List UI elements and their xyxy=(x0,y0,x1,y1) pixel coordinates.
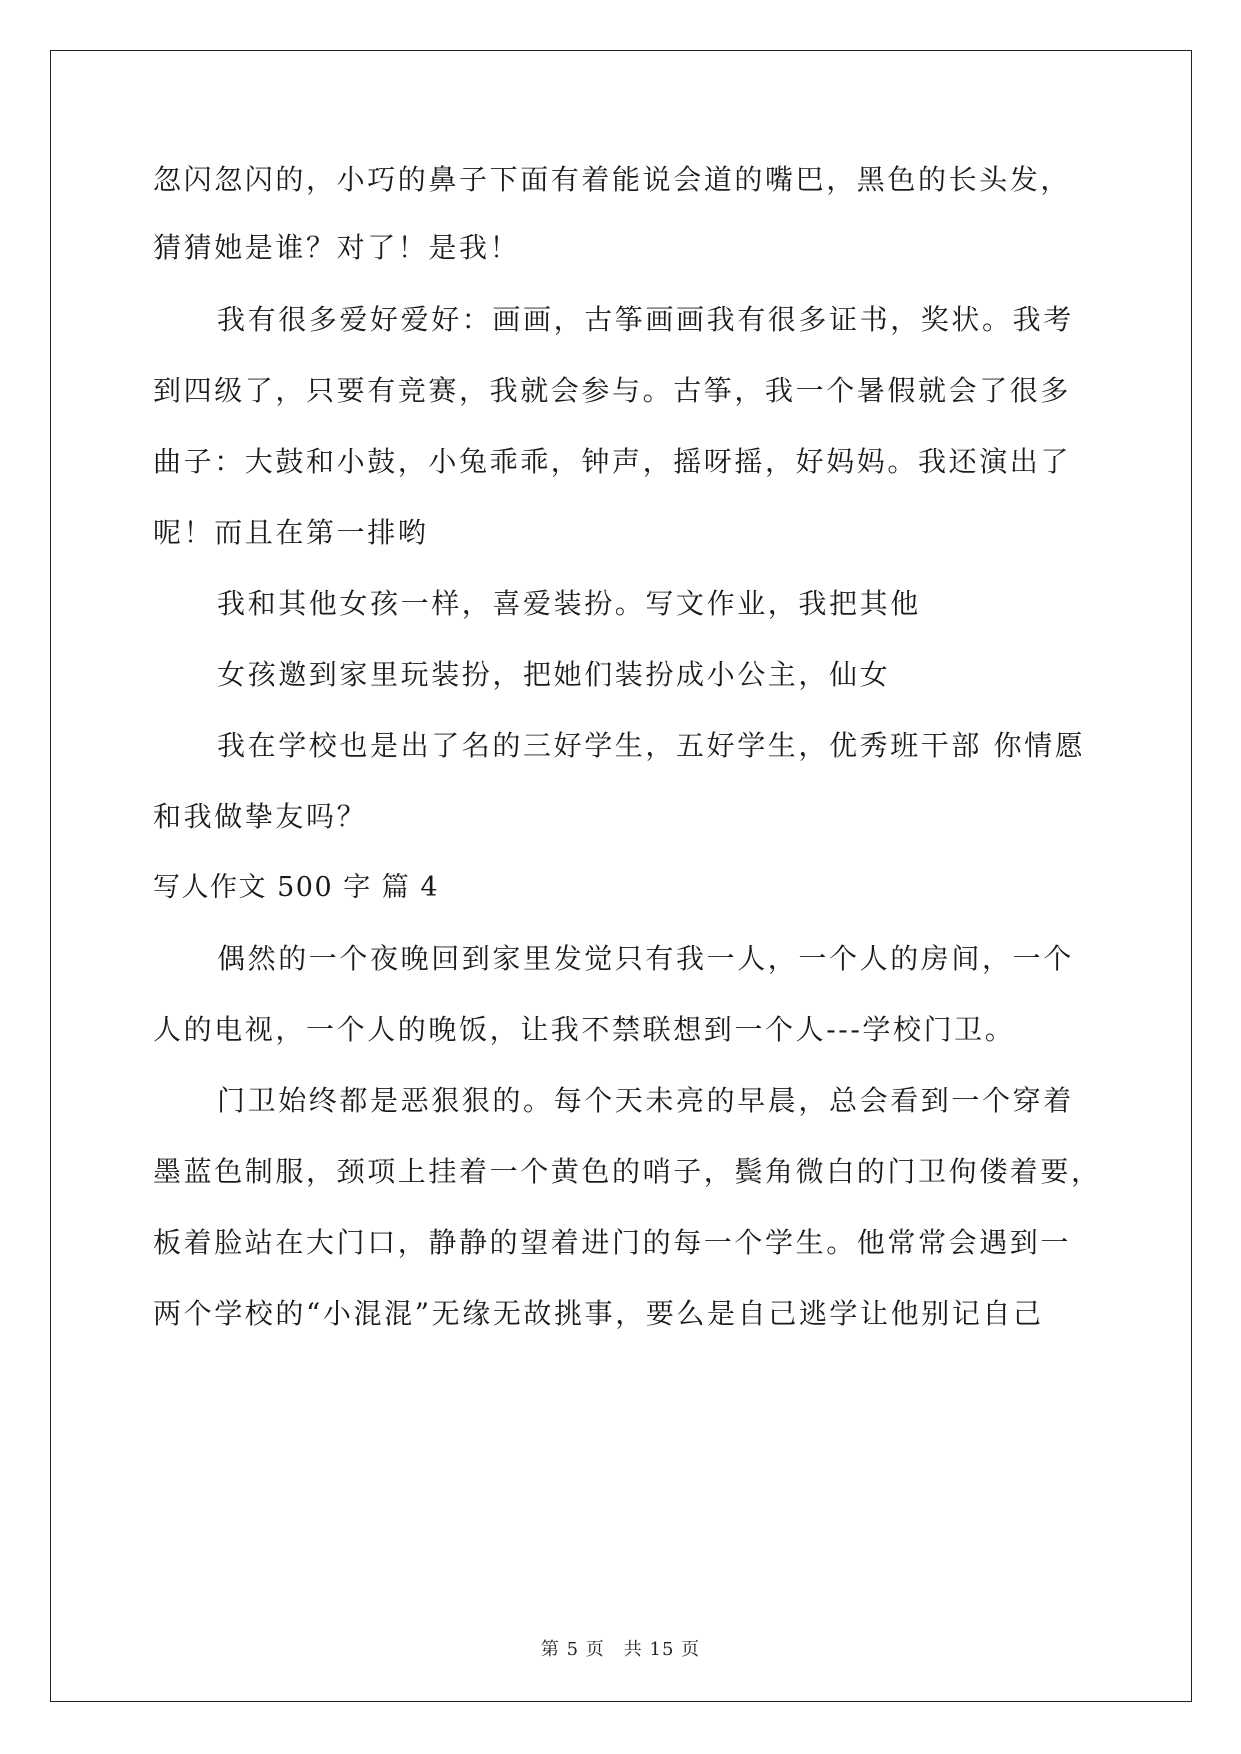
text-line: 和我做挚友吗？ xyxy=(153,800,368,833)
text-line: 女孩邀到家里玩装扮，把她们装扮成小公主，仙女 xyxy=(217,658,891,691)
text-line: 我有很多爱好爱好：画画，古筝画画我有很多证书，奖状。我考 xyxy=(217,303,1074,336)
text-line: 我和其他女孩一样，喜爱装扮。写文作业，我把其他 xyxy=(217,587,921,620)
text-line: 猜猜她是谁？对了！是我！ xyxy=(153,231,521,264)
text-line: 我在学校也是出了名的三好学生，五好学生，优秀班干部 你情愿 xyxy=(217,729,1086,762)
text-line: 忽闪忽闪的，小巧的鼻子下面有着能说会道的嘴巴，黑色的长头发， xyxy=(153,163,1072,196)
text-line: 两个学校的“小混混”无缘无故挑事，要么是自己逃学让他别记自己 xyxy=(153,1297,1044,1330)
text-line: 呢！而且在第一排哟 xyxy=(153,516,429,549)
page-number: 第 5 页 共 15 页 xyxy=(540,1639,701,1660)
text-line: 曲子：大鼓和小鼓，小兔乖乖，钟声，摇呀摇，好妈妈。我还演出了 xyxy=(153,445,1072,478)
text-line: 人的电视，一个人的晚饭，让我不禁联想到一个人---学校门卫。 xyxy=(153,1013,1016,1046)
text-line: 板着脸站在大门口，静静的望着进门的每一个学生。他常常会遇到一 xyxy=(153,1226,1072,1259)
text-line: 门卫始终都是恶狠狠的。每个天未亮的早晨，总会看到一个穿着 xyxy=(217,1084,1074,1117)
text-line: 偶然的一个夜晚回到家里发觉只有我一人，一个人的房间，一个 xyxy=(217,942,1074,975)
section-heading: 写人作文 500 字 篇 4 xyxy=(153,872,440,903)
text-line: 墨蓝色制服，颈项上挂着一个黄色的哨子，鬓角微白的门卫佝偻着要， xyxy=(153,1155,1102,1188)
text-line: 到四级了，只要有竞赛，我就会参与。古筝，我一个暑假就会了很多 xyxy=(153,374,1072,407)
